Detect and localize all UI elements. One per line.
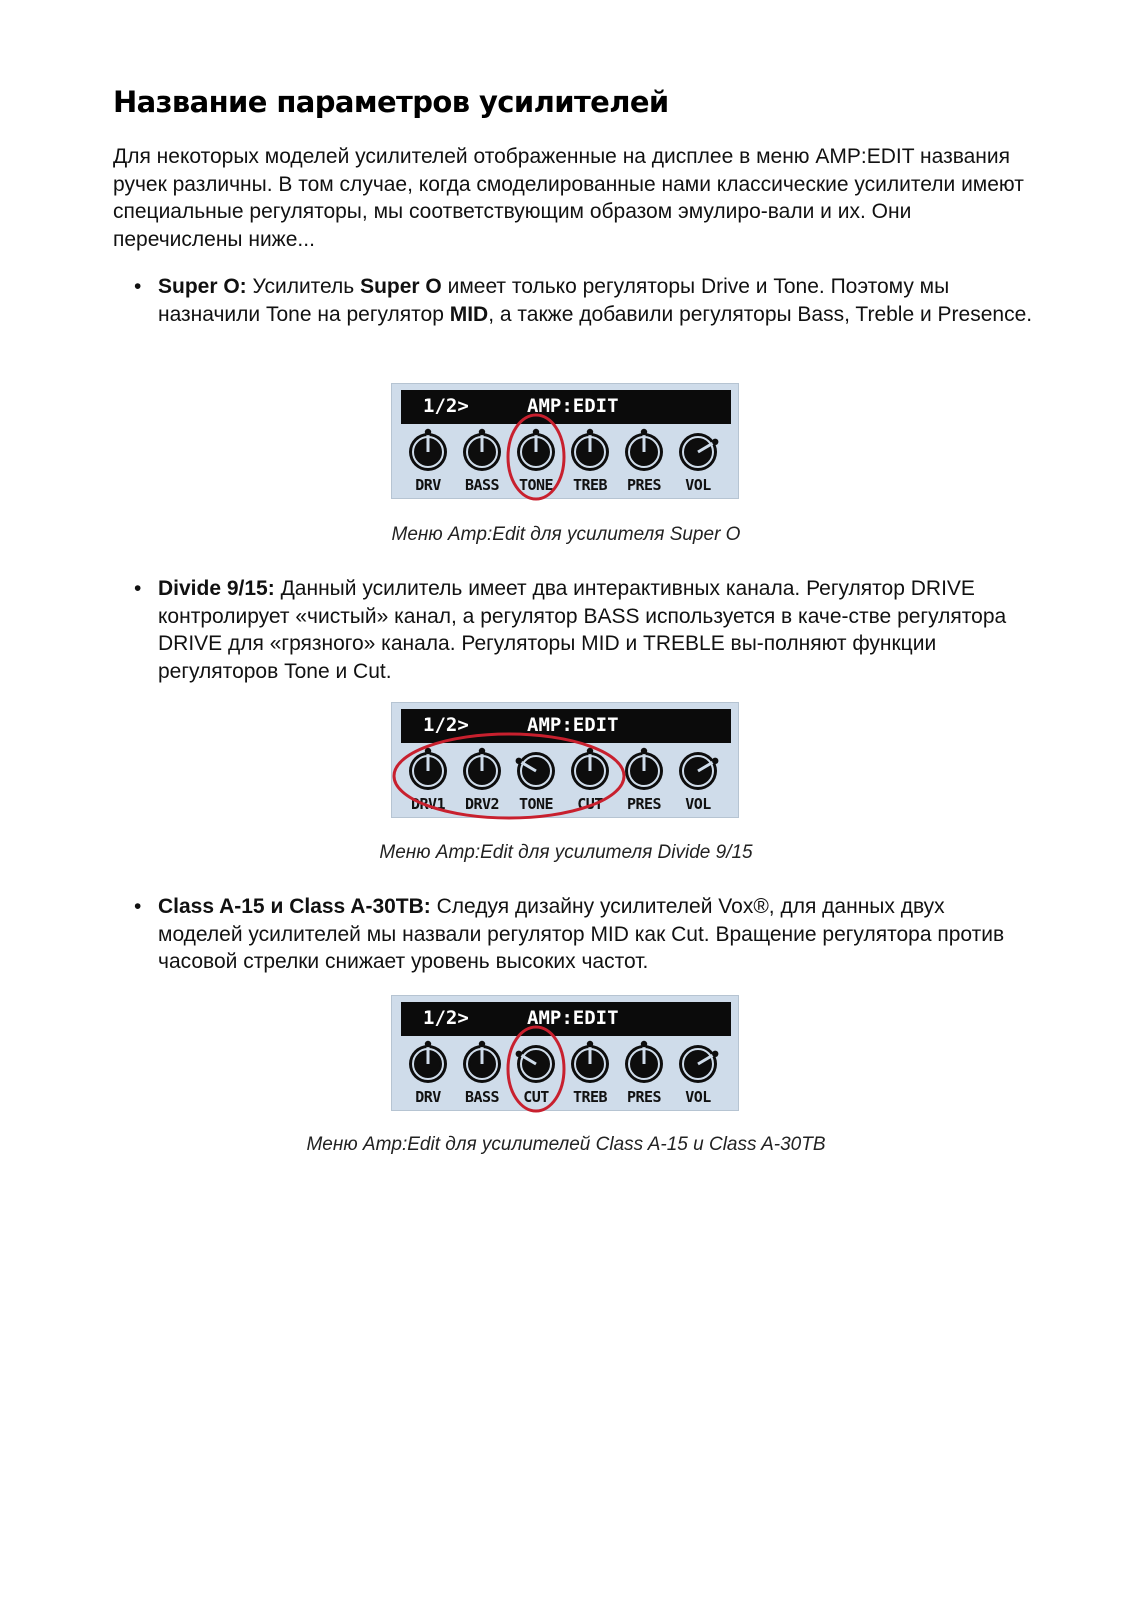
knob-label: BASS bbox=[464, 1088, 500, 1106]
lcd-title: AMP:EDIT bbox=[527, 714, 619, 736]
knob-treb[interactable] bbox=[564, 1040, 616, 1110]
intro-paragraph: Для некоторых моделей усилителей отображенные на дисплее в меню AMP:EDIT названия ручек различны. В том случае, когда смоделированные нами классические усилители имеют специальные регуляторы, мы соответствующим образом эмулиро-вали и их. Они перечислены ниже... bbox=[113, 145, 1024, 251]
knob-drv1[interactable] bbox=[402, 747, 454, 817]
bullet-marker: • bbox=[134, 275, 142, 298]
knob-label: CUT bbox=[523, 1088, 549, 1106]
knob-label: DRV1 bbox=[410, 795, 446, 813]
knob-dial-icon bbox=[406, 747, 450, 793]
knob-dial-icon bbox=[676, 428, 720, 474]
knob-label: BASS bbox=[464, 476, 500, 494]
knob-pres[interactable] bbox=[618, 1040, 670, 1110]
knob-tone[interactable] bbox=[510, 428, 562, 498]
bullet-text: , а также добавили регуляторы Bass, Treble и Presence. bbox=[488, 302, 1033, 326]
knob-label: DRV2 bbox=[464, 795, 500, 813]
knob-dial-icon bbox=[514, 428, 558, 474]
lcd-header-bar bbox=[401, 1002, 731, 1036]
knob-dial-icon bbox=[676, 747, 720, 793]
knob-cut[interactable] bbox=[564, 747, 616, 817]
knob-dial-icon bbox=[568, 1040, 612, 1086]
page-indicator: 1/2> bbox=[423, 714, 469, 736]
bullet-marker: • bbox=[134, 895, 142, 918]
knob-row bbox=[392, 428, 740, 498]
lcd-header-bar bbox=[401, 390, 731, 424]
knob-vol[interactable] bbox=[672, 747, 724, 817]
knob-drv2[interactable] bbox=[456, 747, 508, 817]
knob-label: CUT bbox=[577, 795, 603, 813]
knob-label: DRV bbox=[415, 1088, 441, 1106]
knob-pres[interactable] bbox=[618, 747, 670, 817]
bullet-body bbox=[134, 893, 1034, 976]
bullet-text: имеет только регуляторы Drive и Tone. Поэтому мы назначили Tone на регулятор bbox=[158, 275, 950, 326]
knob-dial-icon bbox=[460, 428, 504, 474]
amp-name: Super O: bbox=[158, 275, 247, 298]
knob-dial-icon bbox=[676, 1040, 720, 1086]
page-indicator: 1/2> bbox=[423, 1007, 469, 1029]
lcd-title: AMP:EDIT bbox=[527, 1007, 619, 1029]
knob-dial-icon bbox=[406, 1040, 450, 1086]
lcd-header-bar bbox=[401, 709, 731, 743]
bullet-text: Усилитель bbox=[246, 275, 361, 298]
knob-pres[interactable] bbox=[618, 428, 670, 498]
bullet-body bbox=[134, 273, 1034, 328]
knob-dial-icon bbox=[568, 428, 612, 474]
bullet-bold: Super O bbox=[360, 275, 442, 298]
knob-label: PRES bbox=[626, 795, 662, 813]
bullet-text: Данный усилитель имеет два интерактивных канала. Регулятор DRIVE контролирует «чистый» канал, а регулятор BASS используется в каче-стве регулятора DRIVE для «грязного» канала. Регуляторы MID и TREBLE вы-полняют функции регуляторов Tone и Cut. bbox=[158, 577, 1007, 683]
bullet-class-a bbox=[134, 893, 1034, 976]
knob-row bbox=[392, 747, 740, 817]
knob-label: VOL bbox=[685, 1088, 711, 1106]
knob-label: TONE bbox=[518, 476, 554, 494]
bullet-body bbox=[134, 575, 1034, 685]
knob-label: VOL bbox=[685, 476, 711, 494]
bullet-text: Следуя дизайну усилителей Vox®, для данных двух моделей усилителей мы назвали регулятор MID как Cut. Вращение регулятора против часовой стрелки снижает уровень высоких частот. bbox=[158, 895, 1005, 973]
knob-dial-icon bbox=[514, 1040, 558, 1086]
knob-dial-icon bbox=[622, 428, 666, 474]
knob-label: DRV bbox=[415, 476, 441, 494]
bullet-super-o bbox=[134, 273, 1034, 328]
knob-bass[interactable] bbox=[456, 428, 508, 498]
lcd-title: AMP:EDIT bbox=[527, 395, 619, 417]
knob-dial-icon bbox=[622, 747, 666, 793]
knob-treb[interactable] bbox=[564, 428, 616, 498]
knob-label: TREB bbox=[572, 1088, 608, 1106]
knob-label: TREB bbox=[572, 476, 608, 494]
knob-dial-icon bbox=[460, 747, 504, 793]
knob-dial-icon bbox=[514, 747, 558, 793]
knob-dial-icon bbox=[406, 428, 450, 474]
knob-tone[interactable] bbox=[510, 747, 562, 817]
amp-name: Class A-15 и Class A-30TB: bbox=[158, 895, 431, 918]
figure-caption: Меню Amp:Edit для усилителя Divide 9/15 bbox=[379, 842, 753, 863]
bullet-divide-9-15 bbox=[134, 575, 1034, 685]
knob-dial-icon bbox=[568, 747, 612, 793]
amp-edit-screen-super-o bbox=[391, 383, 739, 499]
amp-edit-screen-class-a bbox=[391, 995, 739, 1111]
knob-drv[interactable] bbox=[402, 1040, 454, 1110]
knob-label: PRES bbox=[626, 476, 662, 494]
knob-dial-icon bbox=[460, 1040, 504, 1086]
knob-drv[interactable] bbox=[402, 428, 454, 498]
amp-name: Divide 9/15: bbox=[158, 577, 275, 600]
knob-label: TONE bbox=[518, 795, 554, 813]
bullet-bold: MID bbox=[449, 302, 489, 326]
knob-cut[interactable] bbox=[510, 1040, 562, 1110]
knob-bass[interactable] bbox=[456, 1040, 508, 1110]
knob-vol[interactable] bbox=[672, 1040, 724, 1110]
knob-label: VOL bbox=[685, 795, 711, 813]
knob-vol[interactable] bbox=[672, 428, 724, 498]
page-title: Название параметров усилителей bbox=[113, 85, 669, 119]
amp-edit-screen-divide bbox=[391, 702, 739, 818]
figure-caption: Меню Amp:Edit для усилителей Class A-15 и Class A-30TB bbox=[306, 1134, 826, 1155]
knob-dial-icon bbox=[622, 1040, 666, 1086]
figure-caption: Меню Amp:Edit для усилителя Super O bbox=[391, 524, 741, 545]
page-indicator: 1/2> bbox=[423, 395, 469, 417]
knob-label: PRES bbox=[626, 1088, 662, 1106]
bullet-marker: • bbox=[134, 577, 142, 600]
knob-row bbox=[392, 1040, 740, 1110]
